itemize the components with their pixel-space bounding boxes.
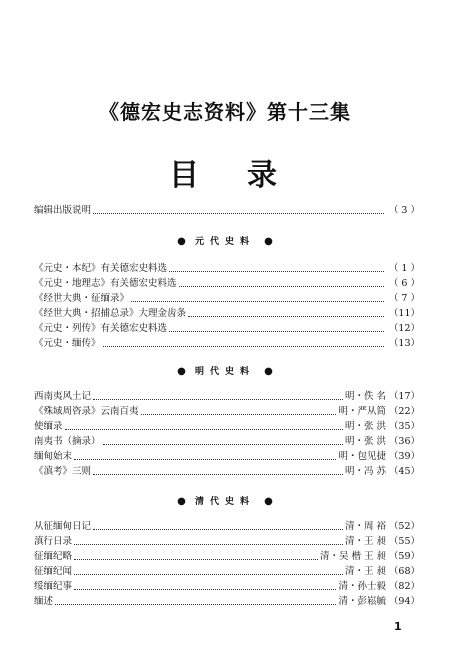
bullet-icon: ● (264, 366, 273, 377)
entry-page: （22） (388, 406, 420, 417)
bullet-icon: ● (177, 366, 186, 377)
entry-page: （ 6 ） (388, 278, 420, 289)
entry-label: 缅甸始末 (34, 451, 73, 462)
toc-entry[interactable] (34, 580, 420, 594)
entry-label: 滇行日录 (34, 536, 73, 547)
entry-page: （68） (388, 566, 420, 577)
toc-entry[interactable] (34, 435, 420, 449)
section-title: 清代史料 (194, 497, 255, 507)
entry-author: 明・冯 苏 (344, 466, 386, 477)
leader-dots (93, 474, 343, 475)
entry-label: 《经世大典・招捕总录》大理金齿条 (34, 308, 187, 319)
bullet-icon: ● (264, 496, 273, 507)
entry-label: 绥缅纪事 (34, 581, 73, 592)
entry-label: 《经世大典・征缅录》 (34, 293, 130, 304)
entry-label: 《元史・列传》有关德宏史料选 (34, 323, 168, 334)
entry-author: 明・张 洪 (344, 421, 386, 432)
entry-label: 《元史・本纪》有关德宏史料选 (34, 263, 168, 274)
entry-page: （82） (388, 581, 420, 592)
toc-entry-preface[interactable] (34, 204, 420, 218)
toc-entry[interactable] (34, 535, 420, 549)
entry-label: 征缅纪闻 (34, 566, 73, 577)
entry-label: 征缅纪略 (34, 551, 73, 562)
entry-page: （55） (388, 536, 420, 547)
entry-page: （45） (388, 466, 420, 477)
entry-page: （ 7 ） (388, 293, 420, 304)
entry-page: （94） (388, 596, 420, 607)
contents-heading: 目录 (169, 158, 325, 193)
toc-entry[interactable] (34, 405, 420, 419)
entry-author: 清・王 昶 (344, 536, 386, 547)
bullet-icon: ● (264, 236, 273, 247)
toc-entry[interactable] (34, 465, 420, 479)
section-heading-qing (0, 494, 450, 507)
entry-author: 清・周 裕 (344, 521, 386, 532)
leader-dots (169, 271, 384, 272)
toc-entry[interactable] (34, 390, 420, 404)
entry-page: （13） (388, 338, 420, 349)
section-heading-yuan (0, 234, 450, 247)
leader-dots (74, 574, 343, 575)
toc-entry[interactable] (34, 322, 420, 336)
entry-label: 《元史・地理志》有关德宏史料选 (34, 278, 177, 289)
leader-dots (93, 399, 343, 400)
section-title: 元代史料 (194, 237, 255, 247)
bullet-icon: ● (177, 236, 186, 247)
entry-author: 明・佚 名 (344, 391, 386, 402)
leader-dots (131, 301, 384, 302)
leader-dots (74, 589, 336, 590)
entry-page: （12） (388, 323, 420, 334)
entry-author: 明・张 洪 (344, 436, 386, 447)
entry-label: 西南夷风土记 (34, 391, 92, 402)
entry-label: 《滇考》三则 (34, 466, 92, 477)
entry-author: 明・严从简 (338, 406, 386, 417)
entry-label: 南夷书（摘录） (34, 436, 101, 447)
entry-page: （36） (388, 436, 420, 447)
leader-dots (93, 529, 343, 530)
bullet-icon: ● (177, 496, 186, 507)
entry-page: （ 1 ） (388, 263, 420, 274)
entry-label: 缅述 (34, 596, 54, 607)
leader-dots (188, 316, 384, 317)
leader-dots (169, 331, 384, 332)
leader-dots (141, 414, 337, 415)
toc-entry[interactable] (34, 520, 420, 534)
leader-dots (103, 346, 384, 347)
leader-dots (93, 213, 384, 214)
entry-author: 清・吴 楷 王 昶 (319, 551, 386, 562)
entry-page: （11） (388, 308, 420, 319)
entry-label: 编辑出版说明 (34, 205, 92, 216)
leader-dots (103, 444, 343, 445)
toc-entry[interactable] (34, 565, 420, 579)
entry-author: 清・彭崧毓 (338, 596, 386, 607)
entry-author: 明・包见捷 (338, 451, 386, 462)
leader-dots (179, 286, 384, 287)
leader-dots (74, 559, 318, 560)
section-heading-ming (0, 364, 450, 377)
toc-entry[interactable] (34, 277, 420, 291)
document-title: 《德宏史志资料》第十三集 (99, 100, 351, 124)
entry-author: 清・王 昶 (344, 566, 386, 577)
entry-label: 从征缅甸日记 (34, 521, 92, 532)
entry-page: （52） (388, 521, 420, 532)
leader-dots (65, 429, 343, 430)
toc-entry[interactable] (34, 550, 420, 564)
leader-dots (55, 604, 336, 605)
entry-label: 《殊域周咨录》云南百夷 (34, 406, 139, 417)
entry-label: 《元史・缅传》 (34, 338, 101, 349)
entry-author: 清・孙士毅 (338, 581, 386, 592)
leader-dots (74, 544, 343, 545)
toc-entry[interactable] (34, 420, 420, 434)
entry-page: （ 3 ） (388, 205, 420, 216)
entry-page: （39） (388, 451, 420, 462)
toc-entry[interactable] (34, 292, 420, 306)
toc-entry[interactable] (34, 307, 420, 321)
toc-entry[interactable] (34, 595, 420, 609)
section-title: 明代史料 (194, 367, 255, 377)
toc-entry[interactable] (34, 450, 420, 464)
entry-page: （17） (388, 391, 420, 402)
page-number: 1 (394, 620, 402, 633)
toc-entry[interactable] (34, 262, 420, 276)
entry-label: 使缅录 (34, 421, 63, 432)
entry-page: （35） (388, 421, 420, 432)
entry-page: （59） (388, 551, 420, 562)
toc-entry[interactable] (34, 337, 420, 351)
leader-dots (74, 459, 336, 460)
